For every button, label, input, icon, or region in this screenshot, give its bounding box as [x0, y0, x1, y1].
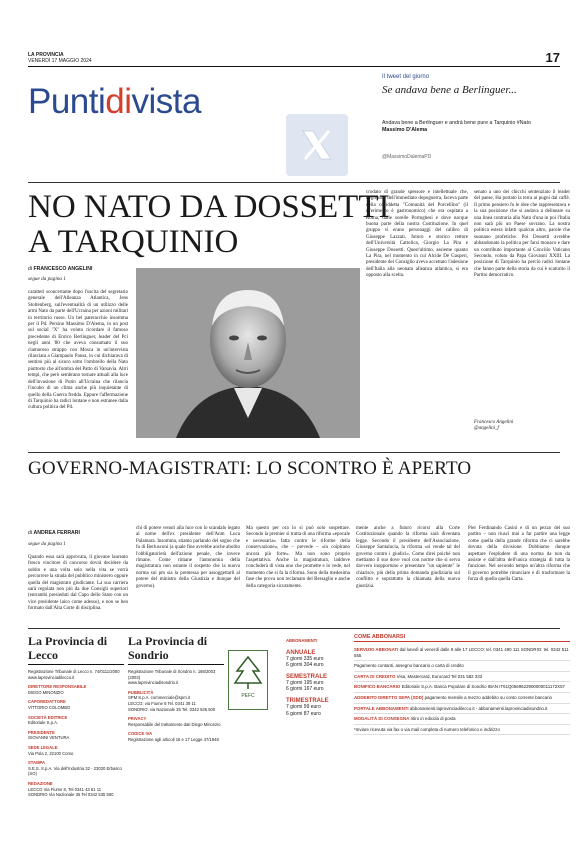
tweet-body — [382, 120, 562, 134]
payment-methods: Pagamento contanti, assegno bancario o carta di credito — [354, 661, 570, 672]
top-divider — [28, 182, 560, 183]
subscriber-service — [354, 645, 570, 661]
print-heading: STAMPA — [28, 760, 46, 766]
office-address: Via Pola 2, 22100 Como — [28, 750, 74, 756]
masthead — [28, 52, 92, 64]
credit-card — [354, 672, 570, 683]
page-number: 17 — [545, 50, 560, 65]
sepa-debit-title: ADDEBITO DIRETTO SEPA (SDD) — [354, 694, 424, 700]
company-name: Editoriale S.p.A. — [28, 720, 59, 726]
director-name: DIEGO MINONZIO — [28, 689, 64, 695]
second-headline: GOVERNO-MAGISTRATI: LO SCONTRO È APERTO — [28, 458, 472, 479]
iva-heading: CODICE IVA — [128, 731, 153, 737]
lecco-imprint — [28, 634, 124, 798]
sepa-debit — [354, 693, 570, 704]
quarterly-6-days: 6 giorni 87 euro — [286, 710, 321, 717]
article2-column-1: Quando essa sarà approvata, il giovane laureato fresco vincitore di concorso dovrà decidere da subito e una volta solo nella vita se vorrà percorrere la strada del pubblico ministero oppure quella del magistrato giudicante. La sua carriera sarà regolata non più da due Consigli superiori (entrambi presieduti dal Capo dello Stato con un vice presidente laico come adesso), e non se ben formato dall'Alta Corte di disciplina. — [28, 555, 128, 612]
quarterly-7-days: 7 giorni 99 euro — [286, 704, 321, 711]
portrait-photo — [136, 268, 360, 438]
semiannual-6-days: 6 giorni 167 euro — [286, 686, 324, 693]
sondrio-registration: Registrazione Tribunale di Sondrio n. 186/2003 (2003) — [128, 669, 216, 680]
subscriptions-heading: ABBONAMENTI — [286, 638, 318, 643]
article1-column-1: caratteri sconcertante dopo l'uscita del segretario generale dell'Alleanza Atlantica, Jens Stoltenberg, sull'eventualità di un utilizzo delle armi Nato da parte dell'Ucraina per azioni militari in territorio russo. Un bel pateracchio insomma per il Pd. Persino Massimo D'Alema, in un post sul social "X" ha voluto ricordare il famoso precedente di Enrico Berlinguer, leader del Pci negli anni '80 che aveva consumato il suo clamoroso strappo con Mosca in un'intervista rilasciata a Giampaolo Pansa, in cui dichiarava di sentirsi più al sicuro sotto l'ombrello della Nato piuttosto che all'ombra del Patto di Varsavia. Altri tempi, che però sembrano tornare attuali alla luce dell'invasione di Putin all'Ucraina che rilancia l'incubo di un clima anche più inquietante di quello della Guerra fredda. Eppure l'affermazione di Tarquinio ha radici lontane e non estranee dalla cultura politica del Pd. — [28, 290, 128, 411]
header-divider — [28, 66, 560, 67]
article1-follow-note: segue da pagina 1 — [28, 276, 66, 282]
article1-byline-prefix: di — [28, 266, 33, 272]
tweet-of-the-day — [286, 70, 570, 180]
article2-column-2: chi di potere venuti alla luce con lo scandalo legato al nome dell'ex presidente dell'Anm Luca Palamara. Insomma, stiamo parlando del sogno che fu di Berlusconi (a quale fine avrebbe anche abolito l'obbligatorietà dell'azione penale, che invece rimane. Come rimane l'autonomia della magistratura non ostante il sospetto che la nuova norma sui pm sia la premessa per assoggettarli al potere del ministro della Giustizia e dunque del governo). — [136, 526, 240, 589]
quarterly-label: TRIMESTRALE — [286, 698, 329, 705]
article2-column-5: Pier Ferdinando Casini e di un pezzo del suo partito – non riuscì mai a far partire una legge come quella della grande riforma che ci sarebbe dovuta della divisione. Dobbiamo dunque aspettare l'esplodere di una norma da non da assiste e dall'altra dell'unica strategia di tutta la funzione. Nel secondo tempo un'altra riforma che il governo potrebbe rinunciare è di trasformare la forza di quella quella Carta. — [468, 526, 570, 583]
section-title-part-c: vista — [131, 82, 201, 121]
annual-label: ANNUALE — [286, 649, 316, 656]
article1-signature-name: Francesco Angelini — [474, 420, 514, 425]
article2-column-4: mente anche a futuro ricorsi alla Corte Costituzionale quando la riforma sarà diventata legge. Secondo il presidente dell'Associazione, Giuseppe Santalucia, la riforma «si vende tal del governo contro i giudici». Come direi poiché non mettiamo il suo dove vuol con norme che si serva davvero inopportuno e presentare "un sapiente" le chiarisce, più della prima domanda giudiziaria sul conflitto e soprattutto la chiamata della nuova giustizia. — [356, 526, 460, 589]
sondrio-imprint — [128, 634, 224, 743]
president-name: GIOVANNI VENTURA — [28, 735, 70, 741]
sondrio-logo: La Provincia di Sondrio — [128, 634, 224, 665]
pefc-label: PEFC — [241, 693, 255, 699]
privacy-text: Responsabile del trattamento dati Diego Minonzio — [128, 721, 221, 727]
tweet-title: Se andava bene a Berlinguer... — [382, 84, 517, 96]
subscription-portal[interactable] — [354, 704, 570, 715]
article1-signature-handle: @angelini_f — [474, 426, 499, 431]
subscription-prices — [286, 634, 348, 717]
sondrio-website[interactable]: www.laprovinciadisondrio.it — [128, 680, 179, 686]
tweet-author: Massimo D'Alema — [382, 127, 428, 133]
annual-6-days: 6 giorni 304 euro — [286, 661, 324, 668]
privacy-heading: PRIVACY — [128, 716, 147, 722]
lecco-registration: Registrazione Tribunale di Lecco n. 74/0111/2000 — [28, 669, 120, 674]
bank-transfer — [354, 682, 570, 693]
delivery-method — [354, 714, 570, 725]
how-to-subscribe — [354, 634, 570, 735]
ads-company: SPM S.p.A. commerciale@spm.it — [128, 695, 190, 701]
delivery-method-title: MODALITÀ DI CONSEGNA — [354, 716, 410, 722]
article2-follow-note: segue da pagina 1 — [28, 541, 66, 547]
redaction-heading: REDAZIONE — [28, 780, 53, 786]
annual-7-days: 7 giorni 335 euro — [286, 655, 324, 662]
x-logo-icon — [286, 114, 348, 176]
article1-author: FRANCESCO ANGELINI — [33, 266, 93, 272]
middle-divider — [28, 452, 560, 453]
subscriber-service-title: SERVIZIO ABBONATI — [354, 647, 399, 652]
subscription-portal-text: abbonamenti.laprovinciadilecco.it - abbonamenti.laprovinciadisondrio.it — [409, 705, 548, 711]
credit-card-title: CARTA DI CREDITO — [354, 673, 396, 679]
masthead-paper: LA PROVINCIA — [28, 52, 64, 58]
how-to-subscribe-heading: COME ABBONARSI — [354, 634, 570, 642]
lecco-redaction: LECCO Via Fiume 8, Tel 0341 43 61 11 — [28, 786, 102, 792]
fax-note: *Inviare ricevuta via fax o via mail completa di numero telefonico e indirizzo — [354, 725, 570, 736]
article1-signature — [474, 420, 513, 432]
article2-byline-prefix: di — [28, 530, 33, 536]
section-title-part-a: Punti — [28, 82, 106, 121]
masthead-date: VENERDÌ 17 MAGGIO 2024 — [28, 58, 92, 64]
pefc-logo-icon — [228, 650, 268, 710]
bank-transfer-text: Editoriale S.p.A. Banca Popolare di Sondrio IBAN IT61Q0569622900000011172X57 — [401, 684, 565, 690]
print-address: S.E.S. S.p.A. Via dell'Industria 32 - 23030 Erbasco (SO) — [28, 765, 122, 777]
delivery-method-text: ritiro in edicola di posta — [410, 716, 456, 722]
iva-text: Registrazione agli articoli 16 e 17 Legge 47/1948 — [128, 736, 219, 742]
footer-divider — [28, 628, 560, 629]
tweet-kicker: Il tweet del giorno — [382, 74, 430, 80]
article1-column-3: crodato di grande spessore e intellettuale che, negli anni dell'immediato dopoguerra, faceva parte della cosiddetta "Comunità del Porcellino" (il riferimento è gastronomico) che era ospitata a Roma, dalle sorelle Portoghesi e dove nacque buona parte della nostra Costituzione. In quel gruppo vi erano personaggi del calibro di Giuseppe Lazzati, futuro e storico rettore dell'Università Cattolica, Giorgio La Pira e Giuseppe Dossetti. Quest'ultimo, assieme quanto La Pira, nel momento in cui Alcide De Gasperi, presidente del Consiglio aveva accettato l'adesione dell'Italia alla neonata alleanza atlantica, si era opposto alla scelta. — [366, 190, 468, 279]
sepa-debit-text: pagamento mensile a mezzo addebito su conto corrente bancario — [424, 694, 552, 700]
section-title-part-b: di — [105, 82, 132, 121]
lecco-website[interactable]: www.laprovinciadilecco.it — [28, 674, 75, 680]
ads-heading: PUBBLICITÀ — [128, 689, 154, 695]
company-heading: SOCIETÀ EDITRICE — [28, 714, 68, 720]
article1-column-4: senato a uno dei chicchi sentenziato il leader del paese, Ha portato la terra ai pugni dal caffè. Il primo pensiero fu le idee che rappresentava e la sua posizione che si andava a delineare su una linea contraria alla Nato d'una in poi l'Italia non sarà più un Paese sovrano. La nostra politica estera infatti qualcun altro, parole che suonano profetiche. Poi Dossetti avrebbe abbandonato la politica per farsi monaco e dare un contributo importante al Concilio Vaticano Secondo, voluto da Papa Giovanni XXIII. La posizione di Tarquinio ha perciò radici lontane che fanno parte della storia da cui è scaturito il Partito democratico. — [474, 190, 570, 279]
subscription-portal-title: PORTALE ABBONAMENTI — [354, 705, 409, 711]
editor-name: VITTORIO COLOMBO — [28, 704, 71, 710]
article2-column-3: Ma questo per ora lo si può solo sospettare. Secondo la premier si tratta di una riforma «epocale e necessaria» fatta contro le riforme della conservazione», che – prevede – «in coipirano ancora più forte». Ma non sono proprio l'aspettativa. Anche la magistratura, laddove concluderà di vista uno che promette e lo vede, nel momento che si fa la riforma. Sono della medesima fase che prova non reclamato del Bersaglio e anche della categoria sicuramente. — [246, 526, 350, 589]
article2-byline — [28, 530, 80, 536]
office-heading: SEDE LEGALE — [28, 744, 58, 750]
director-heading: DIRETTORE RESPONSABILE — [28, 684, 87, 690]
credit-card-text: Visa, Mastercard, Eurocard Tel 031 582 333 — [396, 673, 483, 679]
bank-transfer-title: BONIFICO BANCARIO — [354, 684, 401, 690]
subscriber-service-text: dal lunedì al venerdì dalle 9 alle 17 LECCO: tel. 0341 490 111 SONDRIO: tel. 0342 511 555 — [354, 647, 569, 658]
sondrio-redaction: SONDRIO Via Nazionale 35 Tel 0342 535 500 — [28, 792, 114, 798]
section-title — [28, 82, 201, 122]
tweet-text: Andava bene a Berlinguer e andrà bene pure a Tarquinio #Nato — [382, 120, 531, 126]
ads-lecco: LECCO: via Fiume 8 Tel. 0341 39 11 — [128, 700, 196, 706]
lecco-logo: La Provincia di Lecco — [28, 634, 124, 665]
semiannual-label: SEMESTRALE — [286, 674, 328, 680]
president-heading: PRESIDENTE — [28, 729, 55, 735]
main-headline: NO NATO DA DOSSETTI A TARQUINIO — [28, 189, 390, 260]
semiannual-7-days: 7 giorni 195 euro — [286, 680, 324, 686]
article1-byline — [28, 266, 92, 272]
editor-heading: CAPOREDATTORE — [28, 699, 66, 705]
article2-author: ANDREA FERRARI — [33, 530, 80, 536]
tweet-handle: @MassimoDalemaPD — [382, 154, 432, 160]
ads-sondrio: SONDRIO: via Nazionale 35 Tel. 0342 535 500 — [128, 706, 216, 712]
